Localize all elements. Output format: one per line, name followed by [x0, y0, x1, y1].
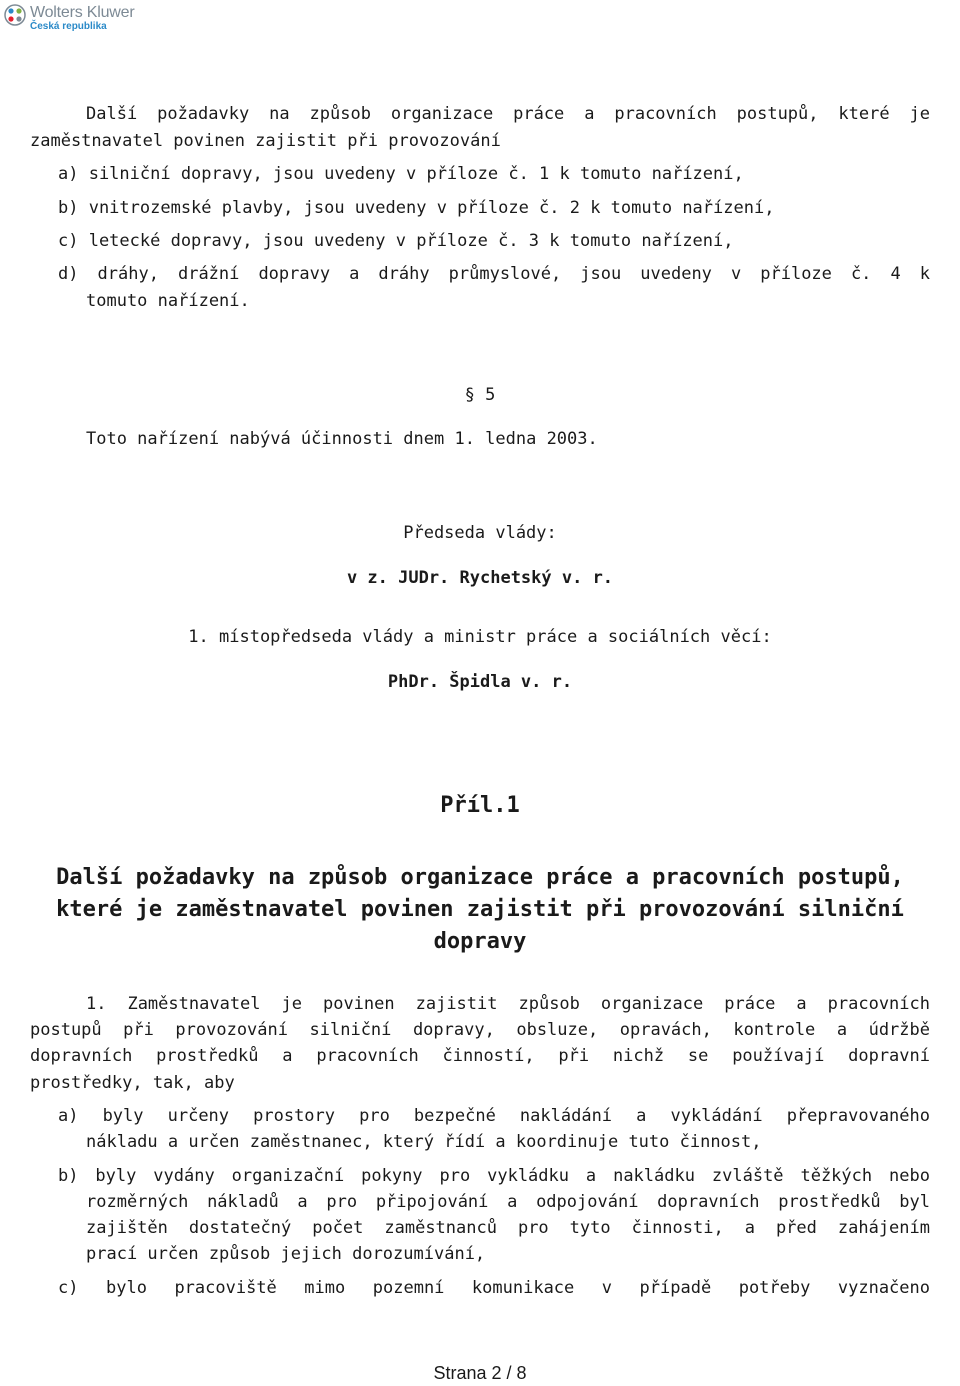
deputy-label: 1. místopředseda vlády a ministr práce a sociálních věcí: [188, 627, 772, 647]
annex-item-b-line-4: prací určen způsob jejich dorozumívání, [86, 1244, 486, 1264]
annex-item-a-line-2: nákladu a určen zaměstnanec, který řídí a koordinuje tuto činnost, [86, 1132, 762, 1152]
annex-item-c-line-1: c) bylo pracoviště mimo pozemní komunikace v případě potřeby vyznačeno [58, 1278, 930, 1298]
list-item-a: a) silniční dopravy, jsou uvedeny v příloze č. 1 k tomuto nařízení, [58, 164, 744, 184]
page-number: Strana 2 / 8 [433, 1363, 527, 1383]
annex-item-b-line-3: zajištěn dostatečný počet zaměstnanců pro tyto činnosti, a před zahájením [86, 1218, 930, 1238]
list-item-d-line-1: d) dráhy, drážní dopravy a dráhy průmyslové, jsou uvedeny v příloze č. 4 k [58, 264, 930, 284]
brand-subtitle: Česká republika [30, 21, 107, 32]
list-item-d-line-2: tomuto nařízení. [86, 291, 250, 311]
deputy-name: PhDr. Špidla v. r. [387, 672, 573, 692]
intro-line-1: Další požadavky na způsob organizace práce a pracovních postupů, které je [86, 104, 930, 124]
effective-date-text: Toto nařízení nabývá účinnosti dnem 1. ledna 2003. [86, 429, 598, 449]
publisher-logo [4, 4, 135, 34]
annex-title-line-3: dopravy [433, 929, 527, 954]
intro-line-2: zaměstnavatel povinen zajistit při provozování [30, 131, 501, 151]
section-heading: § 5 [464, 385, 496, 405]
pm-name: v z. JUDr. Rychetský v. r. [346, 568, 614, 588]
annex-item-b-line-1: b) byly vydány organizační pokyny pro vykládku a nakládku zvláště těžkých nebo [58, 1166, 930, 1186]
annex-item-a-line-1: a) byly určeny prostory pro bezpečné nakládání a vykládání přepravovaného [58, 1106, 930, 1126]
wolters-kluwer-logo-icon [4, 4, 26, 26]
pm-label: Předseda vlády: [403, 523, 557, 543]
list-item-b: b) vnitrozemské plavby, jsou uvedeny v příloze č. 2 k tomuto nařízení, [58, 198, 775, 218]
brand-name: Wolters Kluwer [30, 4, 135, 21]
paragraph-1-line-4: prostředky, tak, aby [30, 1073, 235, 1093]
list-item-c: c) letecké dopravy, jsou uvedeny v příloze č. 3 k tomuto nařízení, [58, 231, 734, 251]
paragraph-1-line-3: dopravních prostředků a pracovních činností, při nichž se používají dopravní [30, 1046, 930, 1066]
annex-title-line-1: Další požadavky na způsob organizace práce a pracovních postupů, [56, 865, 904, 890]
annex-item-b-line-2: rozměrných nákladů a pro připojování a odpojování dopravních prostředků byl [86, 1192, 930, 1212]
annex-title-line-2: které je zaměstnavatel povinen zajistit při provozování silniční [56, 897, 904, 922]
paragraph-1-line-2: postupů při provozování silniční dopravy, obsluze, opravách, kontrole a údržbě [30, 1020, 930, 1040]
annex-label: Příl.1 [440, 793, 520, 818]
paragraph-1-line-1: 1. Zaměstnavatel je povinen zajistit způsob organizace práce a pracovních [86, 994, 930, 1014]
